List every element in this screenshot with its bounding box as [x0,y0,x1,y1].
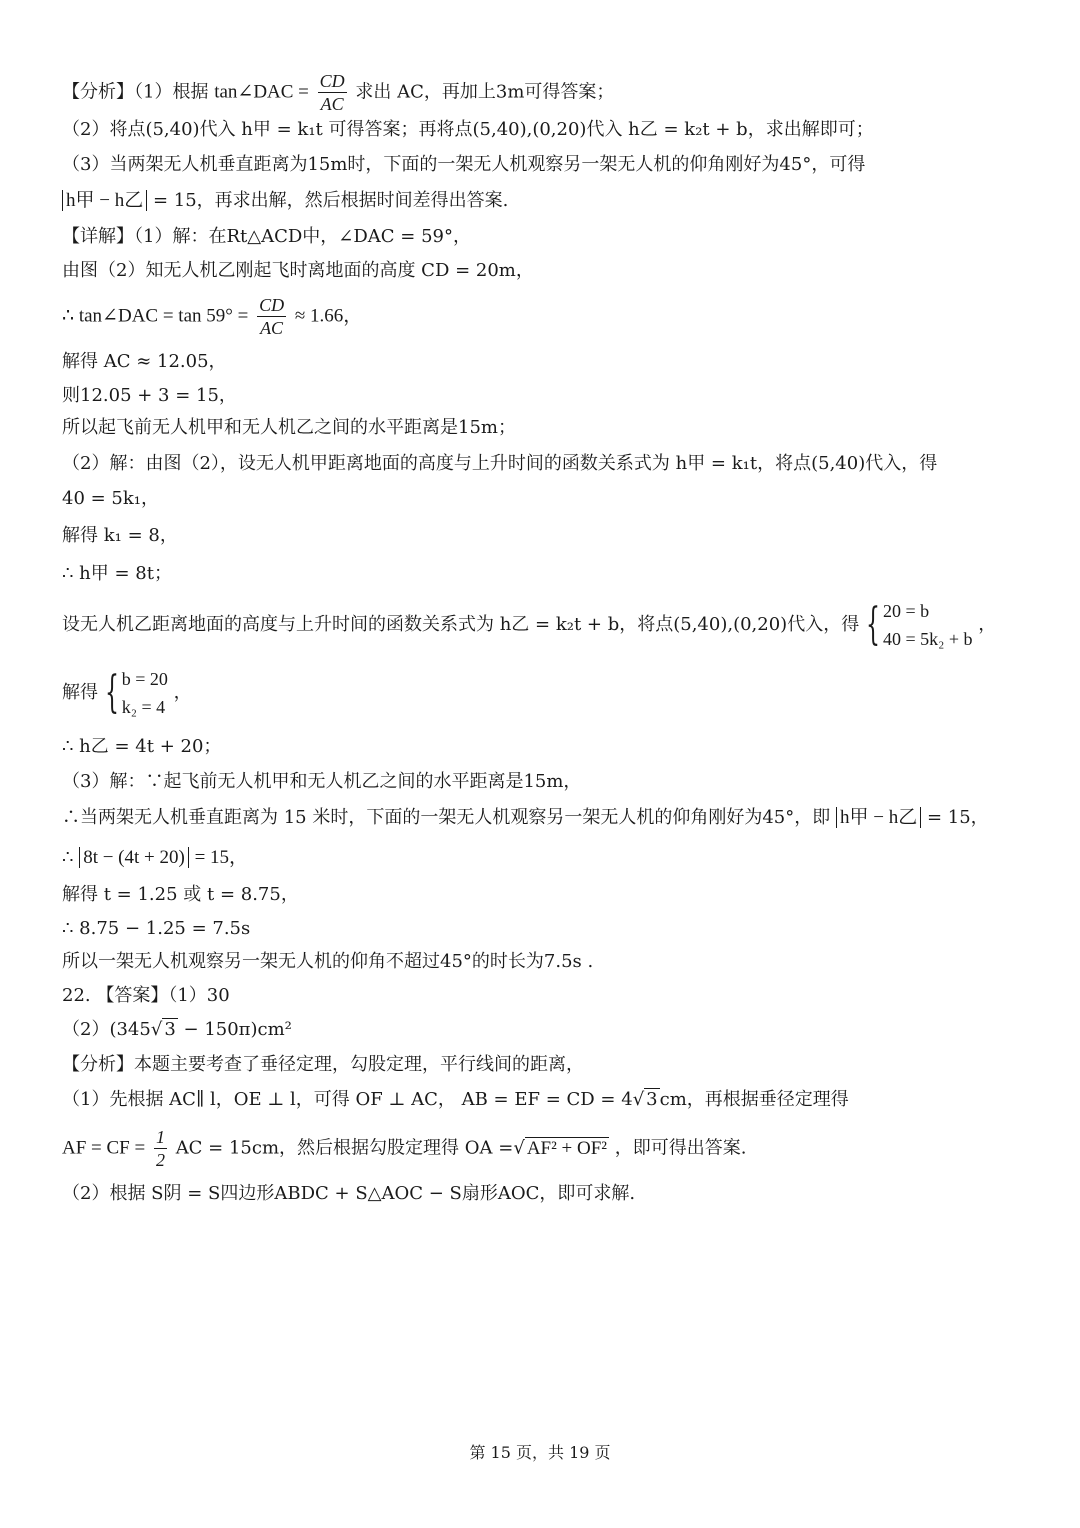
sqrt-radicand: AF² + OF² [526,1137,607,1159]
text: cm，再根据垂径定理得 [659,1089,849,1110]
text: 【分析】（1）根据 [62,81,209,103]
detail-line-19: 所以一架无人机观察另一架无人机的仰角不超过45°的时长为7.5s . [62,951,594,972]
brace: { [865,599,880,650]
text: ， [978,614,997,635]
answer-22-line-2 [62,1018,292,1042]
analysis-22-line-2 [62,1088,849,1112]
analysis-line-4 [62,189,508,213]
detail-line-8: 40 = 5k₁， [62,488,160,509]
detail-line-4: 解得 AC ≈ 12.05， [62,351,227,372]
rows [883,597,973,653]
denominator: AC [260,318,284,338]
detail-line-9: 解得 k₁ = 8， [62,525,178,546]
detail-line-3 [62,294,362,339]
analysis-line-2: （2）将点(5,40)代入 h甲 = k₁t 可得答案；再将点(5,40),(0,20)代入 h乙 = k₂t + b，求出解即可； [62,119,874,140]
detail-line-15 [62,806,989,830]
detail-line-12 [62,665,192,721]
sqrt-radicand: 3 [164,1019,176,1040]
text: ∴当两架无人机垂直距离为 15 米时，下面的一架无人机观察另一架无人机的仰角刚好为45°，即 [62,807,831,828]
text: AC = 15cm，然后根据勾股定理得 OA = [175,1137,514,1159]
text: = 15，再求出解，然后根据时间差得出答案. [152,190,509,211]
row: 40 = 5k₂ + b [882,629,973,649]
sqrt-sign: √ [150,1019,163,1040]
sqrt-sign: √ [513,1137,525,1159]
absolute-value: h甲 − h乙 [62,190,147,211]
absolute-value: h甲 − h乙 [836,807,921,828]
fraction [154,1126,167,1171]
denominator: 2 [155,1150,165,1170]
numerator: CD [319,71,345,91]
math: AF = CF = [62,1137,146,1159]
fraction [257,294,286,339]
detail-line-2: 由图（2）知无人机乙刚起飞时离地面的高度 CD = 20m， [62,260,534,281]
detail-line-13: ∴ h乙 = 4t + 20； [62,736,222,757]
detail-line-11 [62,597,996,653]
detail-line-7: （2）解：由图（2），设无人机甲距离地面的高度与上升时间的函数关系式为 h甲 = k₁t，将点(5,40)代入，得 [62,453,938,474]
sqrt-radicand: 3 [646,1089,658,1110]
row: k₂ = 4 [121,697,166,717]
denominator: AC [320,94,344,114]
brace: { [104,667,119,718]
detail-line-18: ∴ 8.75 − 1.25 = 7.5s [62,918,251,939]
text: − 150π)cm² [183,1019,292,1040]
text: （2）(345 [62,1019,151,1040]
detail-line-14: （3）解：∵起飞前无人机甲和无人机乙之间的水平距离是15m， [62,771,582,792]
detail-line-5: 则12.05 + 3 = 15， [62,385,237,406]
analysis-line-1 [62,70,614,115]
math: ∴ tan∠DAC = tan 59° = [62,305,249,327]
text: 解得 [62,682,98,703]
text: = 15， [926,807,989,828]
math: tan∠DAC = [214,81,309,103]
detail-line-6: 所以起飞前无人机甲和无人机乙之间的水平距离是15m； [62,417,516,438]
text: ∴ [62,847,74,868]
analysis-22-line-1: 【分析】本题主要考查了垂径定理，勾股定理，平行线间的距离， [62,1054,584,1075]
row: 20 = b [882,601,930,621]
analysis-line-3: （3）当两架无人机垂直距离为15m时，下面的一架无人机观察另一架无人机的仰角刚好为45°，可得 [62,154,866,175]
page-footer: 第 15 页，共 19 页 [469,1443,611,1462]
text: 设无人机乙距离地面的高度与上升时间的函数关系式为 h乙 = k₂t + b，将点(5,40),(0,20)代入，得 [62,614,860,635]
numerator: CD [259,295,285,315]
text: 求出 AC，再加上3m可得答案； [355,81,615,103]
row: b = 20 [121,669,168,689]
detail-line-1: 【详解】（1）解：在Rt△ACD中，∠DAC = 59°， [62,226,471,247]
equation-system [865,597,973,653]
math: = 15， [194,847,249,868]
rows [122,665,168,721]
detail-line-17: 解得 t = 1.25 或 t = 8.75， [62,884,299,905]
analysis-22-line-3 [62,1126,746,1171]
text: （1）先根据 AC∥ l，OE ⊥ l，可得 OF ⊥ AC， AB = EF = CD = 4 [62,1089,633,1110]
analysis-22-line-4: （2）根据 S阴 = S四边形ABDC + S△AOC − S扇形AOC，即可求解. [62,1183,636,1204]
answer-22-line-1: 22. 【答案】（1）30 [62,985,230,1006]
fraction [318,70,347,115]
detail-line-16 [62,846,248,870]
sqrt-sign: √ [632,1089,645,1110]
text: ，即可得出答案. [614,1137,747,1159]
numerator: 1 [155,1127,165,1147]
equation-system [104,665,168,721]
detail-line-10: ∴ h甲 = 8t； [62,563,172,584]
math: ≈ 1.66， [294,305,363,327]
absolute-value: 8t − (4t + 20) [79,847,189,868]
text: ， [173,682,192,703]
